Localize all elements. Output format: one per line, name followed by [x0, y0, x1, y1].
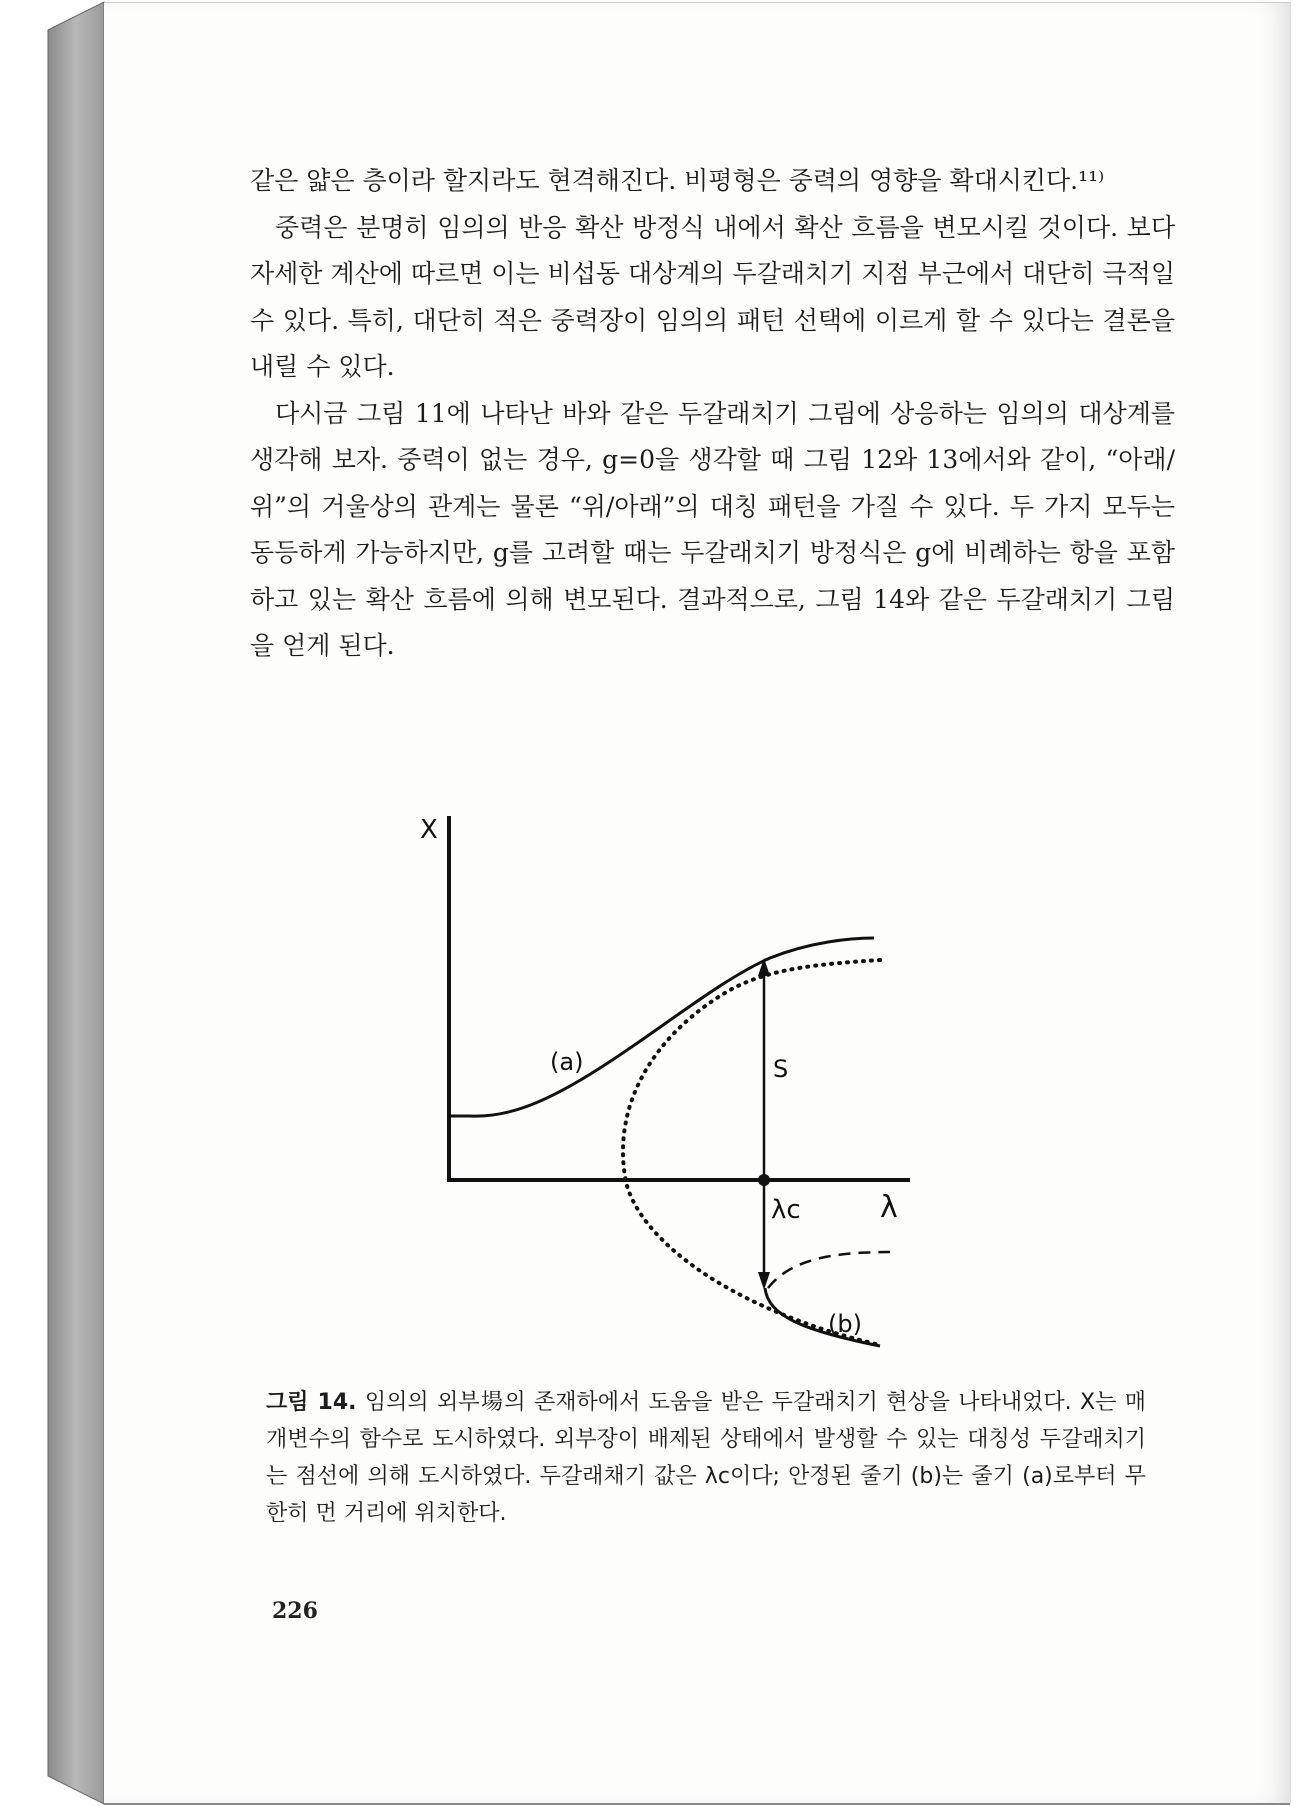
bifurcation-diagram: [400, 800, 930, 1380]
branch-a-curve: [449, 938, 874, 1116]
symmetric-bifurcation-dotted-curve: [623, 960, 880, 1345]
branch-b-label: (b): [828, 1310, 862, 1338]
y-axis-label: X: [420, 815, 438, 845]
arrow-up-head: [758, 958, 770, 976]
arrow-label-s: S: [773, 1055, 789, 1083]
caption-text: 임의의 외부場의 존재하에서 도움을 받은 두갈래치기 현상을 나타내었다. X는 매개변수의 함수로 도시하였다. 외부장이 배제된 상태에서 발생할 수 있는 대칭성 두갈래치기는 점선에 의해 도시하였다. 두갈래채기 값은 λc이다; 안정된 줄기 (b)는 줄기 (a)로부터 무한히 먼 거리에 위치한다.: [266, 1390, 1146, 1526]
branch-a-label: (a): [550, 1048, 584, 1076]
critical-lambda-label: λc: [771, 1195, 801, 1225]
body-text: [250, 158, 1175, 670]
paragraph-2: 중력은 분명히 임의의 반응 확산 방정식 내에서 확산 흐름을 변모시킬 것이다. 보다 자세한 계산에 따르면 이는 비섭동 대상계의 두갈래치기 지점 부근에서 대단히 극적일 수 있다. 특히, 대단히 적은 중력장이 임의의 패턴 선택에 이르게 할 수 있다는 결론을 내릴 수 있다.: [250, 212, 1175, 381]
caption-label: 그림 14.: [266, 1390, 357, 1415]
unstable-dashed-branch: [768, 1252, 890, 1288]
x-axis-label: λ: [880, 1190, 898, 1225]
figure-caption: [266, 1384, 1146, 1532]
branch-b-curve: [765, 1288, 880, 1346]
paragraph-3: 다시금 그림 11에 나타난 바와 같은 두갈래치기 그림에 상응하는 임의의 대상계를 생각해 보자. 중력이 없는 경우, g=0을 생각할 때 그림 12와 13에서와 같이, “아래/위”의 거울상의 관계는 물론 “위/아래”의 대칭 패턴을 가질 수 있다. 두 가지 모두는 동등하게 가능하지만, g를 고려할 때는 두갈래치기 방정식은 g에 비례하는 항을 포함하고 있는 확산 흐름에 의해 변모된다. 결과적으로, 그림 14와 같은 두갈래치기 그림을 얻게 된다.: [250, 398, 1175, 660]
critical-point-dot: [758, 1174, 770, 1186]
page-number: 226: [272, 1598, 318, 1624]
paragraph-1: 같은 얇은 층이라 할지라도 현격해진다. 비평형은 중력의 영향을 확대시킨다.¹¹⁾: [250, 166, 1105, 195]
